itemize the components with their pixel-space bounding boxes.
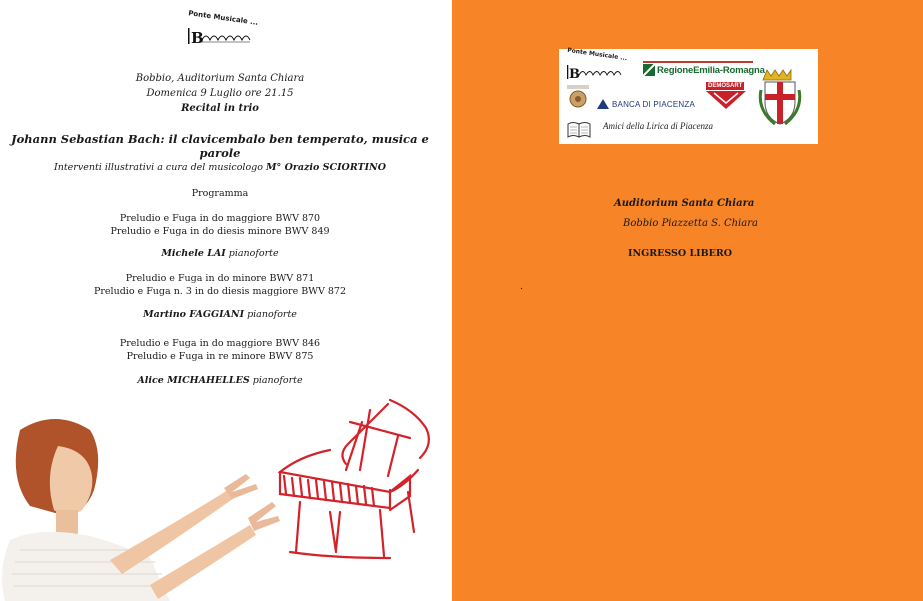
red-piano-sketch-illustration: [270, 392, 440, 562]
regione-label: RegioneEmilia-Romagna: [657, 64, 765, 76]
amici-label: Amici della Lirica di Piacenza: [603, 121, 713, 131]
info-panel: [452, 0, 923, 601]
performer-name: Martino FAGGIANI: [143, 309, 245, 320]
performer-instrument: pianoforte: [252, 375, 303, 386]
piece-3b: Preludio e Fuga in re minore BWV 875: [126, 351, 314, 362]
performer-1: [0, 248, 440, 259]
piece-2a: Preludio e Fuga in do minore BWV 871: [125, 273, 315, 284]
info-venue: Auditorium Santa Chiara: [614, 198, 755, 209]
logo-text: Ponte Musicale ...: [187, 9, 259, 27]
demosart-mark-icon: [706, 91, 746, 111]
performer-name: Michele LAI: [161, 248, 226, 259]
pianist-woman-illustration: [0, 410, 290, 601]
venue-line: Bobbio, Auditorium Santa Chiara: [135, 73, 305, 84]
interventi-line: [0, 162, 440, 173]
sponsor-ponte-musicale-text: Ponte Musicale ...: [566, 46, 628, 63]
interventi-prefix: Interventi illustrativi a cura del musicologo: [53, 162, 263, 173]
piece-1b: Preludio e Fuga in do diesis minore BWV 849: [110, 226, 330, 237]
banca-label: BANCA DI PIACENZA: [612, 99, 695, 109]
info-entry: INGRESSO LIBERO: [628, 248, 733, 259]
sponsor-regione: [643, 61, 765, 76]
sponsor-demosart: [706, 82, 746, 110]
performer-instrument: pianoforte: [228, 248, 279, 259]
performer-name: Alice MICHAHELLES: [137, 375, 250, 386]
piece-1a: Preludio e Fuga in do maggiore BWV 870: [119, 213, 321, 224]
banca-logo-icon: [597, 99, 609, 109]
sponsor-logos-card: [559, 46, 818, 144]
ponte-musicale-logo: [186, 9, 259, 48]
ponte-musicale-mark-icon: [565, 51, 629, 83]
program-panel: [0, 0, 452, 601]
piece-3a: Preludio e Fuga in do maggiore BWV 846: [119, 338, 321, 349]
svg-text:B: B: [569, 67, 580, 82]
sponsor-banca: [597, 99, 695, 109]
demosart-label: DEMOSART: [708, 83, 743, 89]
small-emblem-icon: [567, 85, 589, 109]
piacenza-crest-icon: [757, 66, 803, 128]
piece-2b: Preludio e Fuga n. 3 in do diesis maggiore BWV 872: [94, 286, 346, 297]
performer-instrument: pianoforte: [247, 309, 297, 320]
performer-2: [0, 309, 440, 320]
performer-3: [0, 375, 440, 386]
regione-flag-icon: [643, 64, 655, 76]
concert-title: Johann Sebastian Bach: il clavicembalo ben temperato, musica e parole: [11, 132, 429, 160]
info-address: Bobbio Piazzetta S. Chiara: [623, 218, 758, 229]
logo-mark-icon: [186, 14, 256, 48]
musicologist-name: M° Orazio SCIORTINO: [266, 162, 387, 173]
info-dot: .: [520, 281, 524, 292]
recital-title: Recital in trio: [181, 103, 259, 114]
book-icon: [567, 121, 591, 139]
sponsor-ponte-musicale: [565, 46, 629, 83]
programma-heading: Programma: [191, 188, 249, 199]
svg-text:B: B: [191, 29, 204, 47]
date-line: Domenica 9 Luglio ore 21.15: [146, 88, 294, 99]
regione-red-line: [643, 61, 753, 63]
